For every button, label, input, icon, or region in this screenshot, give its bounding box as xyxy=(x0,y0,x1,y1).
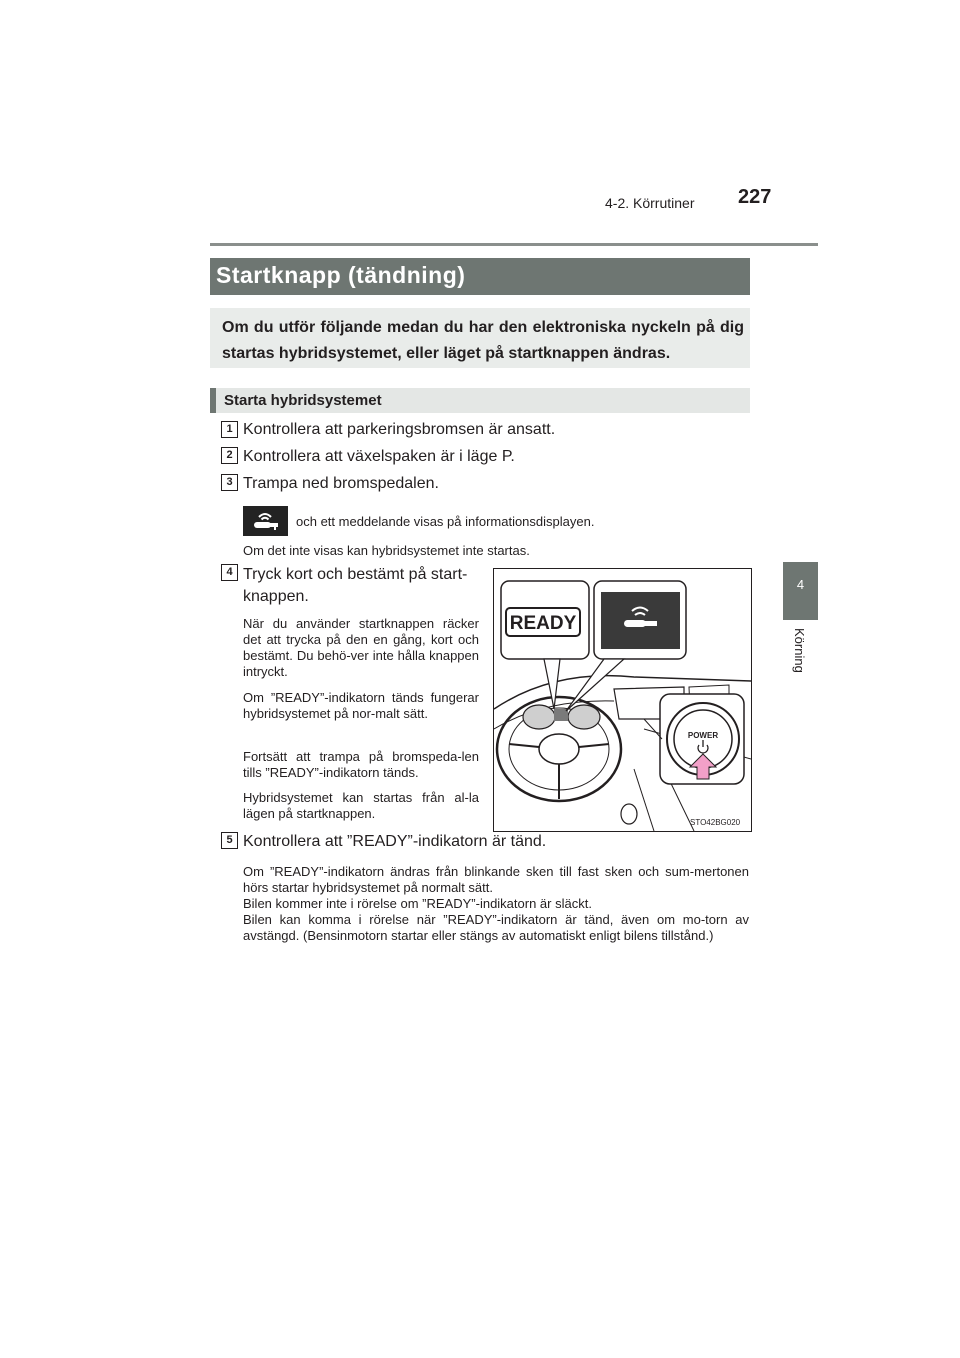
page-number: 227 xyxy=(738,186,772,208)
step-4-note-4: Hybridsystemet kan startas från al-la lägen på startknappen. xyxy=(243,790,479,821)
step-badge-2: 2 xyxy=(221,447,238,464)
subsection-accent xyxy=(210,388,216,413)
chapter-name xyxy=(787,628,815,688)
step-badge-5: 5 xyxy=(221,832,238,849)
step-3-icon-note: och ett meddelande visas på informationsdisplayen. xyxy=(296,514,595,529)
figure-code: STO42BG020 xyxy=(690,818,741,827)
step-5-text: Kontrollera att ”READY”-indikatorn är tänd. xyxy=(243,833,547,850)
step-5-note-3: Bilen kan komma i rörelse när ”READY”-indikatorn är tänd, även om mo-torn av avstängd. (Bensinmotorn startar eller stängs av automatiskt enligt bilens tillstånd.) xyxy=(243,912,749,943)
step-badge-3: 3 xyxy=(221,474,238,491)
chapter-number: 4 xyxy=(796,577,805,592)
dashboard-illustration xyxy=(493,568,752,832)
step-4-note-2: Om ”READY”-indikatorn tänds fungerar hybridsystemet på nor-malt sätt. xyxy=(243,690,479,721)
page-title: Startknapp (tändning) xyxy=(216,262,466,288)
step-2-text: Kontrollera att växelspaken är i läge P. xyxy=(243,448,515,465)
power-button-label: POWER xyxy=(687,731,719,740)
ready-indicator-label: READY xyxy=(509,613,577,634)
step-4-note-3: Fortsätt att trampa på bromspeda-len tills ”READY”-indikatorn tänds. xyxy=(243,749,479,780)
step-4-note-1: När du använder startknappen räcker det att trycka på den en gång, kort och bestämt. Du behö-ver inte hålla knappen intryckt. xyxy=(243,616,479,679)
step-3-text: Trampa ned bromspedalen. xyxy=(243,475,439,492)
step-5-note-2: Bilen kommer inte i rörelse om ”READY”-indikatorn är släckt. xyxy=(243,896,592,911)
step-badge-1: 1 xyxy=(221,421,238,438)
step-1-text: Kontrollera att parkeringsbromsen är ansatt. xyxy=(243,421,556,438)
header-rule xyxy=(210,243,818,246)
intro-text: Om du utför följande medan du har den elektroniska nyckeln på dig startas hybridsystemet, eller läget på startknappen ändras. xyxy=(222,319,744,362)
step-5-note-1: Om ”READY”-indikatorn ändras från blinkande sken till fast sken och sum-mertonen hörs startar hybridsystemet på normalt sätt. xyxy=(243,864,749,895)
chapter-name-text: Körning xyxy=(792,628,807,673)
smart-key-indicator-icon xyxy=(243,506,288,536)
step-4-text: Tryck kort och bestämt på start-knappen. xyxy=(243,566,468,605)
step-3-warning: Om det inte visas kan hybridsystemet inte startas. xyxy=(243,543,530,558)
section-label: 4-2. Körrutiner xyxy=(605,195,695,211)
subsection-title: Starta hybridsystemet xyxy=(224,392,382,409)
step-badge-4: 4 xyxy=(221,564,238,581)
